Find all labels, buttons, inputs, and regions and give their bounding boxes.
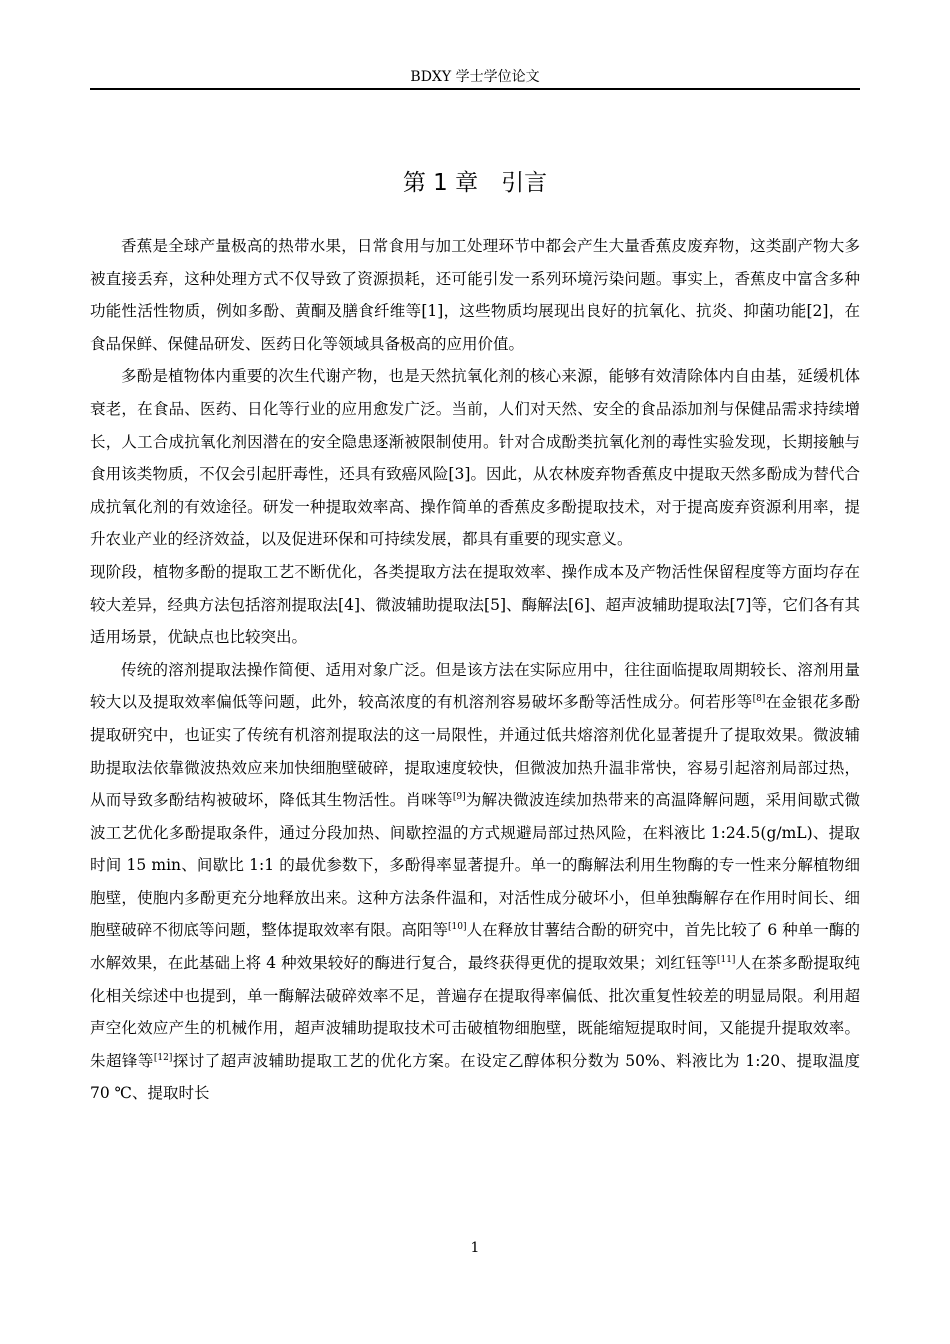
paragraph-text: 为解决微波连续加热带来的高温降解问题，采用间歇式微波工艺优化多酚提取条件，通过分段加热、间歇控温的方式规避局部过热风险，在料液比 1:24.5(g/mL)、提取时间 15 min、间歇比 1:1 的最优参数下，多酚得率显著提升。单一的酶解法利用生物酶的专一性来分解植物细胞壁，使胞内多酚更充分地释放出来。这种方法条件温和，对活性成分破坏小，但单独酶解存在作用时间长、细胞壁破碎不彻底等问题，整体提取效率有限。高阳等 <box>90 791 860 940</box>
paragraph-text: 人在茶多酚提取纯化相关综述中也提到，单一酶解法破碎效率不足，普遍存在提取得率偏低、批次重复性较差的明显局限。利用超声空化效应产生的机械作用，超声波辅助提取技术可击破植物细胞壁，既能缩短提取时间，又能提升提取效率。朱超锋等 <box>90 954 860 1070</box>
body-paragraph <box>90 360 860 556</box>
running-header: BDXY 学士学位论文 <box>410 69 540 85</box>
body-paragraph <box>90 556 860 654</box>
citation-superscript: [12] <box>153 1052 173 1063</box>
body-paragraph <box>90 230 860 360</box>
page-number: 1 <box>470 1240 480 1256</box>
chapter-heading: 第 1 章 引言 <box>402 170 548 196</box>
paragraph-text: 探讨了超声波辅助提取工艺的优化方案。在设定乙醇体积分数为 50%、料液比为 1:20、提取温度 70 ℃、提取时长 <box>90 1051 860 1103</box>
body-text <box>90 230 860 1110</box>
citation-superscript: [10] <box>448 922 467 933</box>
paragraph-text: 现阶段，植物多酚的提取工艺不断优化，各类提取方法在提取效率、操作成本及产物活性保留程度等方面均存在较大差异，经典方法包括溶剂提取法[4]、微波辅助提取法[5]、酶解法[6]、超声波辅助提取法[7]等，它们各有其适用场景，优缺点也比较突出。 <box>90 562 860 647</box>
body-paragraph <box>90 654 860 1110</box>
citation-superscript: [11] <box>716 954 736 965</box>
citation-superscript: [9] <box>452 791 466 802</box>
paragraph-text: 在金银花多酚提取研究中，也证实了传统有机溶剂提取法的这一局限性，并通过低共熔溶剂优化显著提升了提取效果。微波辅助提取法依靠微波热效应来加快细胞壁破碎，提取速度较快，但微波加热升温非常快，容易引起溶剂局部过热，从而导致多酚结构被破坏，降低其生物活性。肖咪等 <box>90 693 860 810</box>
paragraph-text: 传统的溶剂提取法操作简便、适用对象广泛。但是该方法在实际应用中，往往面临提取周期较长、溶剂用量较大以及提取效率偏低等问题，此外，较高浓度的有机溶剂容易破坏多酚等活性成分。何若彤等 <box>90 660 860 712</box>
header-rule <box>90 88 860 90</box>
citation-superscript: [8] <box>752 694 766 705</box>
paragraph-text: 香蕉是全球产量极高的热带水果，日常食用与加工处理环节中都会产生大量香蕉皮废弃物，这类副产物大多被直接丢弃，这种处理方式不仅导致了资源损耗，还可能引发一系列环境污染问题。事实上，香蕉皮中富含多种功能性活性物质，例如多酚、黄酮及膳食纤维等[1]，这些物质均展现出良好的抗氧化、抗炎、抑菌功能[2]，在食品保鲜、保健品研发、医药日化等领域具备极高的应用价值。 <box>90 237 860 353</box>
paragraph-text: 多酚是植物体内重要的次生代谢产物，也是天然抗氧化剂的核心来源，能够有效清除体内自由基，延缓机体衰老，在食品、医药、日化等行业的应用愈发广泛。当前，人们对天然、安全的食品添加剂与保健品需求持续增长，人工合成抗氧化剂因潜在的安全隐患逐渐被限制使用。针对合成酚类抗氧化剂的毒性实验发现，长期接触与食用该类物质，不仅会引起肝毒性，还具有致癌风险[3]。因此，从农林废弃物香蕉皮中提取天然多酚成为替代合成抗氧化剂的有效途径。研发一种提取效率高、操作简单的香蕉皮多酚提取技术，对于提高废弃资源利用率，提升农业产业的经济效益，以及促进环保和可持续发展，都具有重要的现实意义。 <box>90 367 860 549</box>
paragraph-text: 人在释放甘薯结合酚的研究中，首先比较了 6 种单一酶的水解效果，在此基础上将 4 种效果较好的酶进行复合，最终获得更优的提取效果；刘红钰等 <box>90 921 860 973</box>
